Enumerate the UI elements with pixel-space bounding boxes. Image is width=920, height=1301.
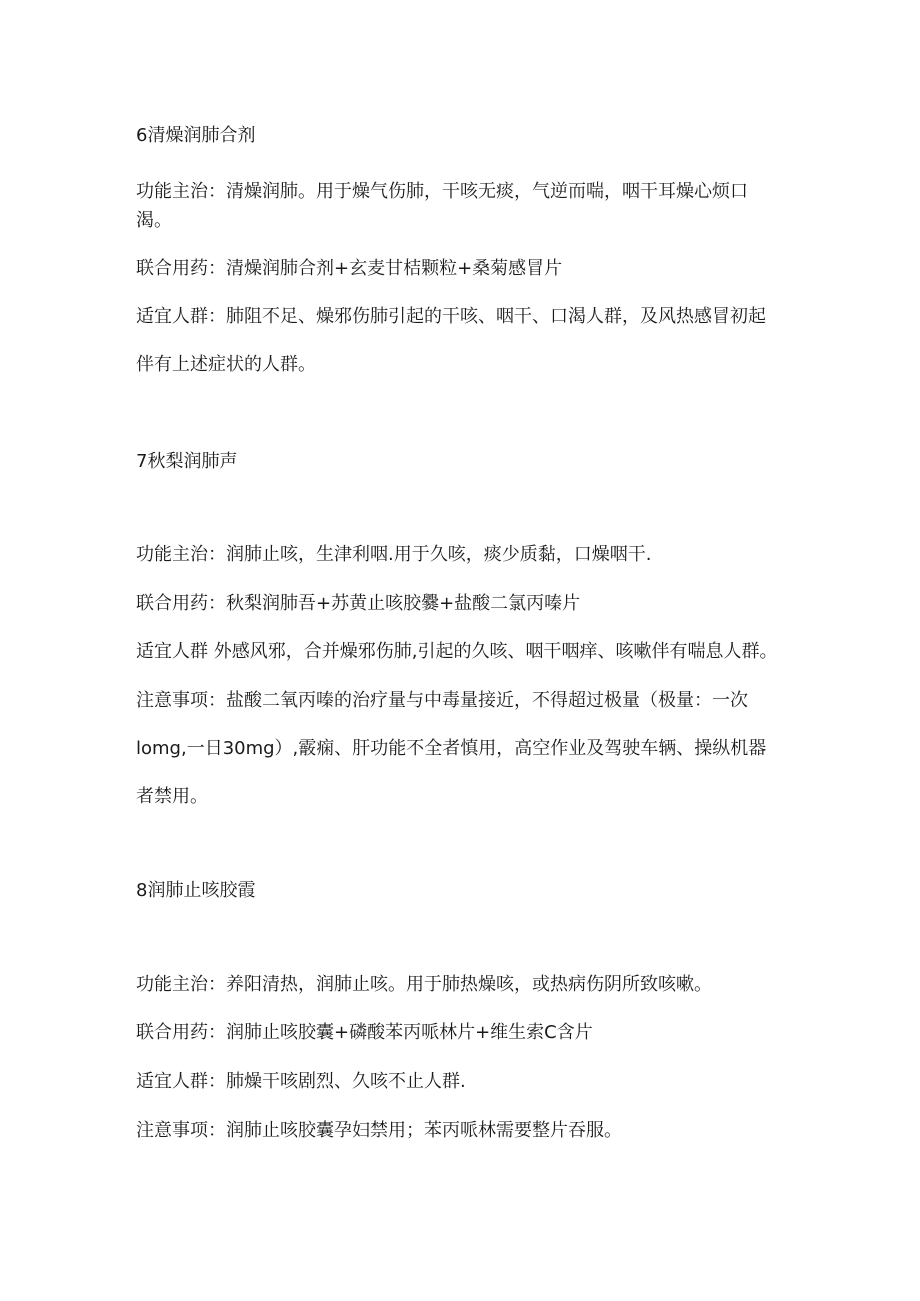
section-6-function-cont: 渴。 (136, 210, 172, 231)
section-7-caution-end: 者禁用。 (136, 786, 208, 807)
section-7-caution: 注意事项：盐酸二氧丙嗪的治疗量与中毒量接近，不得超过极量（极量：一次 (136, 690, 748, 711)
section-6-function: 功能主治：清燥润肺。用于燥气伤肺，干咳无痰，气逆而喘，咽干耳燥心烦口 (136, 181, 748, 202)
section-7-combination: 联合用药：秋梨润肺吾+苏黄止咳胶爨+盐酸二氯丙嗪片 (136, 593, 581, 614)
section-8-title: 8润肺止咳胶霞 (136, 880, 256, 901)
section-7-function: 功能主治：润肺止咳，生津利咽.用于久咳，痰少质黏，口燥咽干. (136, 544, 652, 565)
section-8-caution: 注意事项：润肺止咳胶囊孕妇禁用；苯丙哌林需要整片吞服。 (136, 1120, 622, 1141)
section-6-combination: 联合用药：清燥润肺合剂+玄麦甘桔颗粒+桑菊感冒片 (136, 258, 563, 279)
section-7-population: 适宜人群 外感风邪，合并燥邪伤肺,引起的久咳、咽干咽痒、咳嗽伴有喘息人群。 (136, 641, 778, 662)
section-7-title: 7秋梨润肺声 (136, 451, 238, 472)
section-6-population: 适宜人群：肺阻不足、燥邪伤肺引起的干咳、咽干、口渴人群，及风热感冒初起 (136, 306, 766, 327)
section-8-function: 功能主治：养阳清热，润肺止咳。用于肺热燥咳，或热病伤阴所致咳嗽。 (136, 974, 712, 995)
section-8-population: 适宜人群：肺燥干咳剧烈、久咳不止人群. (136, 1071, 466, 1092)
section-7-caution-cont: lomg,一日30mg）,霰痫、肝功能不全者慎用，高空作业及驾驶车辆、操纵机器 (136, 738, 767, 759)
section-6-population-cont: 伴有上述症状的人群。 (136, 354, 316, 375)
section-8-combination: 联合用药：润肺止咳胶囊+磷酸苯丙哌林片+维生索C含片 (136, 1022, 593, 1043)
section-6-title: 6清燥润肺合剂 (136, 125, 256, 146)
